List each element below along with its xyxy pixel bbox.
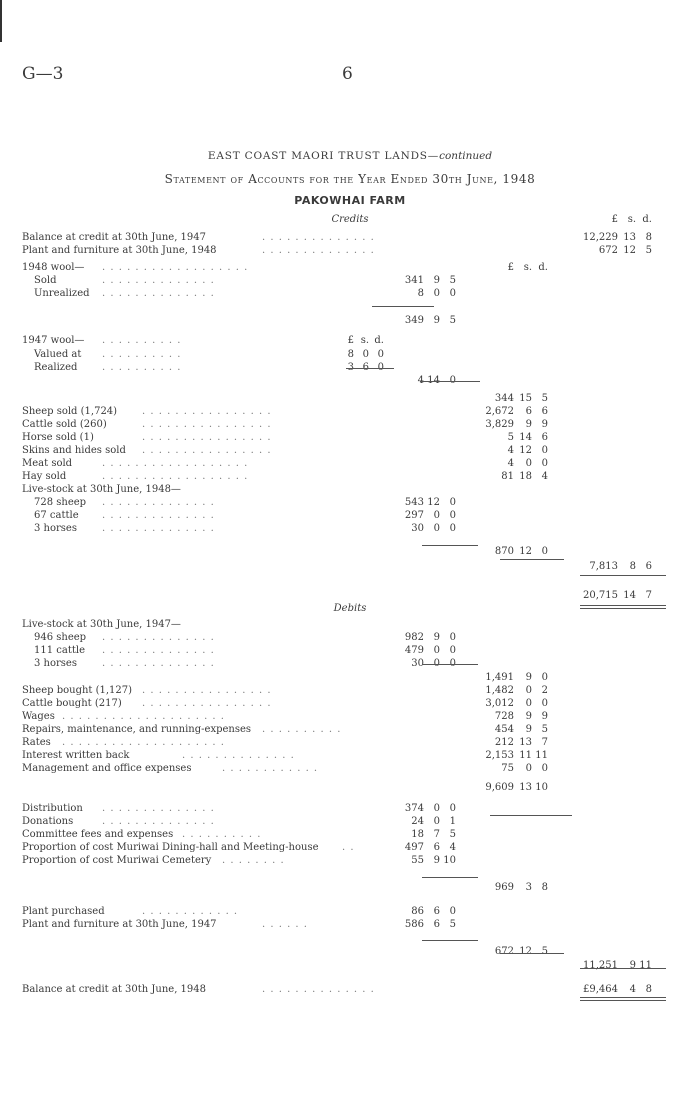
pence-cell: 0	[449, 906, 456, 917]
row-label: Plant purchased	[22, 906, 105, 917]
row-label: 3 horses	[34, 658, 77, 669]
table-row	[22, 546, 682, 558]
rule	[420, 381, 480, 382]
row-label: Hay sold	[22, 471, 67, 482]
pounds-cell: 672	[494, 946, 514, 957]
leader-dots: . . . . . . . . . . . . . . . .	[142, 698, 272, 709]
leader-dots: . . . . . . . . . . . . . .	[102, 816, 215, 827]
pounds-cell: 982	[404, 632, 424, 643]
pounds-cell: 5	[507, 432, 514, 443]
table-row	[22, 919, 682, 931]
shillings-cell: 12	[427, 497, 440, 508]
row-label: Meat sold	[22, 458, 73, 469]
shillings-cell: 0	[433, 510, 440, 521]
table-row	[22, 471, 682, 483]
pence-cell: 8	[541, 882, 548, 893]
rule	[580, 968, 666, 969]
shillings-cell: 6	[525, 406, 532, 417]
pounds-cell: £	[347, 335, 354, 346]
shillings-cell: 0	[525, 458, 532, 469]
shillings-cell: 4	[629, 984, 636, 995]
row-label: Live-stock at 30th June, 1948—	[22, 484, 181, 495]
shillings-cell: s.	[523, 262, 532, 273]
row-label: 1947 wool—	[22, 335, 85, 346]
shillings-cell: 9	[525, 419, 532, 430]
table-row	[22, 619, 682, 631]
pence-cell: 0	[449, 510, 456, 521]
pounds-cell: 12,229	[583, 232, 618, 243]
double-rule	[580, 997, 666, 1001]
leader-dots: . . . . . . . . . . . . . . . .	[142, 432, 272, 443]
leader-dots: . . . . . . . . . . . . . .	[182, 750, 295, 761]
pence-cell: 0	[449, 288, 456, 299]
leader-dots: . . . . . . . . . .	[182, 829, 262, 840]
table-row	[22, 724, 682, 736]
pence-cell: 2	[541, 685, 548, 696]
pounds-cell: 3	[347, 362, 354, 373]
pounds-cell: 3,829	[485, 419, 514, 430]
leader-dots: . . . . . . . . . . . . . .	[262, 232, 375, 243]
shillings-cell: 6	[433, 842, 440, 853]
shillings-cell: 9	[525, 724, 532, 735]
double-rule	[580, 605, 666, 609]
pounds-cell: 55	[411, 855, 424, 866]
pence-cell: 0	[541, 458, 548, 469]
pence-cell: 5	[645, 245, 652, 256]
row-label: Horse sold (1)	[22, 432, 94, 443]
shillings-cell: 0	[525, 685, 532, 696]
leader-dots: . . . . . . . . . .	[102, 335, 182, 346]
leader-dots: . . . . . . . .	[222, 855, 285, 866]
leader-dots: . . . . . . . . . .	[262, 724, 342, 735]
table-row	[22, 855, 682, 867]
pounds-cell: 969	[494, 882, 514, 893]
pounds-cell: 497	[404, 842, 424, 853]
row-label: Repairs, maintenance, and running-expenses	[22, 724, 252, 735]
pounds-cell: 212	[494, 737, 514, 748]
pounds-cell: 349	[404, 315, 424, 326]
pence-cell: 9	[541, 711, 548, 722]
leader-dots: . . . . . . . . . . . . . . . .	[142, 445, 272, 456]
table-row	[22, 984, 682, 996]
margin-mark	[0, 0, 2, 42]
pence-cell: 6	[645, 561, 652, 572]
pounds-cell: 4	[507, 458, 514, 469]
pence-cell: d.	[538, 262, 548, 273]
shillings-cell: 9	[525, 711, 532, 722]
rule	[422, 877, 478, 878]
pounds-cell: 30	[411, 523, 424, 534]
pence-cell: 1	[449, 816, 456, 827]
row-label: Management and office expenses	[22, 763, 192, 774]
farm-title: PAKOWHAI FARM	[294, 194, 406, 207]
page-number: 6	[342, 64, 353, 84]
row-label: Valued at	[34, 349, 82, 360]
rule	[422, 940, 478, 941]
shillings-cell: 8	[629, 561, 636, 572]
pence-cell: 5	[541, 393, 548, 404]
leader-dots: . . . . . . . . . . . . . . . . . .	[102, 458, 249, 469]
pence-cell: 0	[541, 763, 548, 774]
pounds-cell: 24	[411, 816, 424, 827]
leader-dots: . . . . . . . . . . . .	[142, 906, 239, 917]
shillings-cell: 15	[519, 393, 532, 404]
shillings-cell: 12	[519, 445, 532, 456]
row-label: 728 sheep	[34, 497, 87, 508]
table-row	[22, 882, 682, 894]
row-label: Live-stock at 30th June, 1947—	[22, 619, 181, 630]
pence-cell: 0	[449, 645, 456, 656]
shillings-cell: 9	[629, 960, 636, 971]
pounds-cell: 18	[411, 829, 424, 840]
row-label: 111 cattle	[34, 645, 85, 656]
pounds-cell: 728	[494, 711, 514, 722]
table-row	[22, 672, 682, 684]
pounds-cell: 86	[411, 906, 424, 917]
pounds-cell: 4	[507, 445, 514, 456]
table-row	[22, 232, 682, 244]
shillings-cell: 0	[433, 816, 440, 827]
table-row	[22, 510, 682, 522]
table-row	[22, 658, 682, 670]
leader-dots: . . . . . . . . . .	[102, 349, 182, 360]
table-row	[22, 803, 682, 815]
shilling-header: s.	[627, 214, 636, 225]
pence-cell: 10	[443, 855, 456, 866]
table-row	[22, 497, 682, 509]
leader-dots: . . . . . . . . . . . . . . . .	[142, 406, 272, 417]
table-row	[22, 406, 682, 418]
leader-dots: . . . . . . . . . . . .	[222, 763, 319, 774]
shillings-cell: 11	[519, 750, 532, 761]
row-label: Sold	[34, 275, 57, 286]
leader-dots: . .	[342, 842, 355, 853]
row-label: Rates	[22, 737, 51, 748]
shillings-cell: 3	[525, 882, 532, 893]
table-row	[22, 632, 682, 644]
pounds-cell: 586	[404, 919, 424, 930]
shillings-cell: 6	[433, 906, 440, 917]
pence-cell: 4	[541, 471, 548, 482]
shillings-cell: 13	[623, 232, 636, 243]
leader-dots: . . . . . . . . . . . . . .	[102, 523, 215, 534]
title-continued: continued	[439, 150, 493, 162]
document-title	[0, 150, 700, 162]
pounds-cell: £	[507, 262, 514, 273]
shillings-cell: 0	[525, 698, 532, 709]
shillings-cell: 12	[623, 245, 636, 256]
table-row	[22, 393, 682, 405]
row-label: Committee fees and expenses	[22, 829, 174, 840]
table-row	[22, 946, 682, 958]
shillings-cell: 9	[433, 855, 440, 866]
table-row	[22, 816, 682, 828]
table-row	[22, 906, 682, 918]
pence-cell: 0	[449, 375, 456, 386]
table-row	[22, 445, 682, 457]
shillings-cell: 12	[519, 946, 532, 957]
pence-cell: 0	[541, 546, 548, 557]
shillings-cell: 9	[433, 315, 440, 326]
leader-dots: . . . . . . . . . . . . . .	[102, 632, 215, 643]
pence-cell: 5	[449, 919, 456, 930]
pounds-cell: 297	[404, 510, 424, 521]
leader-dots: . . . . . . . . . . . . . .	[102, 658, 215, 669]
leader-dots: . . . . . . . . . . . . . .	[102, 803, 215, 814]
table-row	[22, 419, 682, 431]
pence-cell: 6	[541, 406, 548, 417]
row-label: Cattle sold (260)	[22, 419, 107, 430]
pence-cell: 5	[541, 946, 548, 957]
row-label: Balance at credit at 30th June, 1947	[22, 232, 206, 243]
pounds-cell: 2,672	[485, 406, 514, 417]
pence-header: d.	[642, 214, 652, 225]
pence-cell: 5	[449, 315, 456, 326]
table-row	[22, 275, 682, 287]
leader-dots: . . . . . . . . . . . . . . . . . .	[102, 262, 249, 273]
leader-dots: . . . . . . . . . . . . . . . .	[142, 685, 272, 696]
shillings-cell: 9	[433, 632, 440, 643]
pence-cell: 0	[377, 362, 384, 373]
pounds-cell: 75	[501, 763, 514, 774]
pounds-cell: 3,012	[485, 698, 514, 709]
table-row	[22, 960, 682, 972]
credits-heading: Credits	[331, 214, 369, 225]
table-row	[22, 315, 682, 327]
leader-dots: . . . . . . . . . . . . . .	[102, 288, 215, 299]
table-row	[22, 561, 682, 573]
table-row	[22, 349, 682, 361]
row-label: Realized	[34, 362, 78, 373]
pounds-cell: 20,715	[583, 590, 618, 601]
shillings-cell: 18	[519, 471, 532, 482]
row-label: Proportion of cost Muriwai Dining-hall and Meeting-house	[22, 842, 319, 853]
pence-cell: 0	[449, 803, 456, 814]
row-label: Cattle bought (217)	[22, 698, 122, 709]
shillings-cell: 0	[433, 523, 440, 534]
rule	[346, 368, 394, 369]
rule	[372, 306, 434, 307]
shillings-cell: 14	[623, 590, 636, 601]
pounds-cell: 81	[501, 471, 514, 482]
table-row	[22, 750, 682, 762]
pounds-cell: 344	[494, 393, 514, 404]
rule	[500, 953, 564, 954]
pence-cell: 5	[541, 724, 548, 735]
leader-dots: . . . . . . . . . . . . . .	[102, 645, 215, 656]
row-label: 3 horses	[34, 523, 77, 534]
pence-cell: 11	[535, 750, 548, 761]
pounds-cell: 543	[404, 497, 424, 508]
pounds-cell: 454	[494, 724, 514, 735]
pounds-cell: 341	[404, 275, 424, 286]
row-label: Sheep bought (1,127)	[22, 685, 133, 696]
row-label: Interest written back	[22, 750, 130, 761]
table-row	[22, 842, 682, 854]
shillings-cell: 0	[362, 349, 369, 360]
pounds-cell: 672	[598, 245, 618, 256]
row-label: Donations	[22, 816, 74, 827]
shillings-cell: 0	[433, 645, 440, 656]
pounds-cell: £9,464	[583, 984, 618, 995]
pounds-cell: 479	[404, 645, 424, 656]
row-label: Distribution	[22, 803, 83, 814]
leader-dots: . . . . . . . . . . . . . . . . . . . .	[62, 737, 225, 748]
leader-dots: . . . . . . . . . . . . . .	[262, 984, 375, 995]
pence-cell: 0	[377, 349, 384, 360]
pence-cell: 8	[645, 232, 652, 243]
shillings-cell: 9	[525, 672, 532, 683]
pounds-cell: 1,491	[485, 672, 514, 683]
shillings-cell: 7	[433, 829, 440, 840]
leader-dots: . . . . . . . . . . . . . .	[102, 497, 215, 508]
shillings-cell: 9	[433, 275, 440, 286]
row-label: Plant and furniture at 30th June, 1947	[22, 919, 217, 930]
pounds-cell: 30	[411, 658, 424, 669]
table-row	[22, 711, 682, 723]
pence-cell: 7	[645, 590, 652, 601]
table-row	[22, 782, 682, 794]
title-main: EAST COAST MAORI TRUST LANDS—	[207, 150, 440, 162]
shillings-cell: 12	[519, 546, 532, 557]
row-label: Skins and hides sold	[22, 445, 126, 456]
table-row	[22, 288, 682, 300]
table-row	[22, 245, 682, 257]
row-label: Plant and furniture at 30th June, 1948	[22, 245, 217, 256]
rule	[490, 815, 572, 816]
pence-cell: 9	[541, 419, 548, 430]
pence-cell: 10	[535, 782, 548, 793]
pence-cell: 0	[449, 658, 456, 669]
table-row	[22, 432, 682, 444]
credits-currency-header	[22, 214, 682, 226]
rule	[580, 575, 666, 576]
pence-cell: 4	[449, 842, 456, 853]
leader-dots: . . . . . . . . . . . . . . . . . . . .	[62, 711, 225, 722]
shillings-cell: 13	[519, 737, 532, 748]
shillings-cell: 14	[519, 432, 532, 443]
pounds-cell: 8	[347, 349, 354, 360]
debits-heading: Debits	[333, 603, 367, 614]
rule	[422, 664, 478, 665]
table-row	[22, 763, 682, 775]
shillings-cell: 0	[525, 763, 532, 774]
leader-dots: . . . . . . . . . .	[102, 362, 182, 373]
table-row	[22, 484, 682, 496]
shillings-cell: 0	[433, 803, 440, 814]
pence-cell: 8	[645, 984, 652, 995]
statement-title: Statement of Accounts for the Year Ended 30th June, 1948	[164, 172, 536, 186]
row-label: 946 sheep	[34, 632, 87, 643]
rule	[500, 559, 564, 560]
table-row	[22, 829, 682, 841]
leader-dots: . . . . . . . . . . . . . .	[102, 510, 215, 521]
pence-cell: 0	[449, 497, 456, 508]
leader-dots: . . . . . . . . . . . . . . . . . .	[102, 471, 249, 482]
leader-dots: . . . . . . . . . . . . . .	[102, 275, 215, 286]
table-row	[22, 698, 682, 710]
pence-cell: 0	[541, 672, 548, 683]
pence-cell: 0	[541, 698, 548, 709]
table-row	[22, 375, 682, 387]
pounds-cell: 4	[417, 375, 424, 386]
table-row	[22, 685, 682, 697]
page-reference: G—3	[22, 64, 64, 84]
table-row	[22, 523, 682, 535]
row-label: Proportion of cost Muriwai Cemetery	[22, 855, 212, 866]
pounds-cell: 870	[494, 546, 514, 557]
leader-dots: . . . . . .	[262, 919, 308, 930]
row-label: Unrealized	[34, 288, 90, 299]
table-row	[22, 458, 682, 470]
pence-cell: 6	[541, 432, 548, 443]
shillings-cell: s.	[360, 335, 369, 346]
pence-cell: 7	[541, 737, 548, 748]
shillings-cell: 0	[433, 288, 440, 299]
pence-cell: 0	[449, 523, 456, 534]
shillings-cell: 6	[433, 919, 440, 930]
pounds-cell: 2,153	[485, 750, 514, 761]
pence-cell: d.	[374, 335, 384, 346]
row-label: 1948 wool—	[22, 262, 85, 273]
shillings-cell: 0	[433, 658, 440, 669]
shillings-cell: 13	[519, 782, 532, 793]
leader-dots: . . . . . . . . . . . . . . . .	[142, 419, 272, 430]
pence-cell: 0	[449, 632, 456, 643]
pound-header: £	[611, 214, 618, 225]
pence-cell: 11	[639, 960, 652, 971]
pounds-cell: 8	[417, 288, 424, 299]
table-row	[22, 590, 682, 602]
pounds-cell: 1,482	[485, 685, 514, 696]
pounds-cell: 374	[404, 803, 424, 814]
shillings-cell: 14	[427, 375, 440, 386]
pence-cell: 5	[449, 829, 456, 840]
row-label: Wages	[22, 711, 55, 722]
row-label: 67 cattle	[34, 510, 79, 521]
row-label: Sheep sold (1,724)	[22, 406, 118, 417]
leader-dots: . . . . . . . . . . . . . .	[262, 245, 375, 256]
rule	[422, 545, 478, 546]
pence-cell: 5	[449, 275, 456, 286]
shillings-cell: 6	[362, 362, 369, 373]
table-row	[22, 335, 682, 347]
table-row	[22, 737, 682, 749]
pounds-cell: 7,813	[589, 561, 618, 572]
row-label: Balance at credit at 30th June, 1948	[22, 984, 206, 995]
table-row	[22, 645, 682, 657]
pounds-cell: 11,251	[583, 960, 618, 971]
table-row	[22, 262, 682, 274]
pounds-cell: 9,609	[485, 782, 514, 793]
pence-cell: 0	[541, 445, 548, 456]
